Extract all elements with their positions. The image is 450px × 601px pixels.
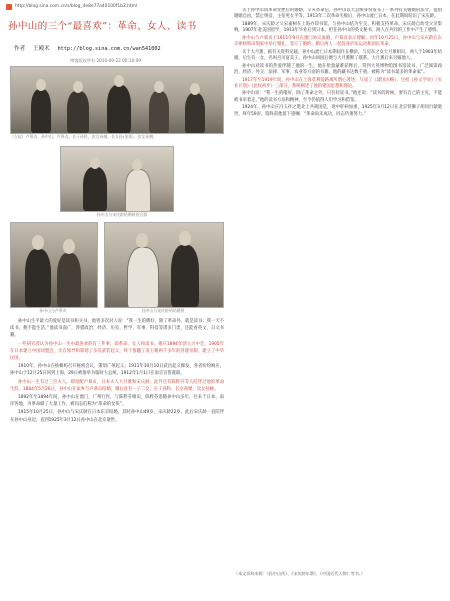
left-paragraph: 1892年至1894年间，孙中山在澳门、广州行医，与陈粹芬相识，陈粹芬追随孙中山多年，往来于日本、南洋各地，为革命做了大量工作，被同志们称为“革命的女侠”。 (10, 395, 224, 408)
right-paragraph: 1924年，孙中山应冯玉祥之邀北上共商国是，途中肝病加重，1925年3月12日在北京铁狮子胡同行辕逝世，终年59岁。临终前他留下遗嘱：“革命尚未成功，同志仍须努力。” (234, 105, 442, 117)
right-paragraph: 关于大月薰，据有关资料记载，孙中山流亡日本期间住在横滨，与房东之女大月薰相识，两人于1903年结婚，后生有一女，名叫宫川富美子。孙中山回国后便与大月薰断了联系，大月薰后来另嫁他人。 (234, 49, 442, 62)
right-paragraph: 1889年，宋庆龄之父宋嘉树在上海办印书馆，与孙中山结为至交，积极支持革命。宋庆龄自幼受父亲影响，1907年赴美国留学，1913年毕业后到日本，担任孙中山的英文秘书，两人在共同的工作中产生了感情。 (234, 21, 442, 34)
right-body-text (234, 8, 442, 596)
right-paragraph: 关于孙中山同革命受挫后的婚姻，辛亥革命后，孙中山以大总统身份发布了一系列有关婚姻的法令，提倡婚姻自由，禁止纳妾，主张男女平等。1913年二次革命失败后，孙中山流亡日本，在此期间结识了宋庆龄。 (234, 8, 442, 20)
sun-lu-photo (10, 222, 98, 308)
left-paragraph: 孙中山一生有过三位夫人，即原配卢慕贞、日本夫人大月薰和宋庆龄；此外还有陈粹芬等人陪伴过他的革命生涯。1884年5月26日，孙中山在家乡与卢慕贞结婚，婚后育有一子二女，长子孙科、长女孙娫、次女孙婉。 (10, 379, 224, 392)
right-paragraph: 孙中山说：“我一生的嗜好，除了革命之外，只有好读书。”他还说：“读书的时候，要有自己的主见，不能被书牵着走。”他的读书方法和精神，至今仍值得人们学习和借鉴。 (234, 91, 442, 103)
url-text[interactable]: http://blog.sina.com.cn/s/blog_4e8e77a40100f1b2.html (15, 4, 138, 9)
blog-link[interactable]: http://blog.sina.com.cn/wan541002 (57, 46, 161, 52)
left-paragraph: 1915年10月25日，孙中山与宋庆龄在日本东京结婚，其时孙中山49岁，宋庆龄22岁。此后宋庆龄一直陪伴在孙中山身边，直到1925年3月12日孙中山在北京逝世。 (10, 410, 224, 423)
sun-lu-caption: 孙中山与卢慕贞 (39, 308, 67, 313)
footnote: （本文资料来源：《孙中山传》、《宋庆龄年谱》、《中国近代人物》等书。） (234, 571, 365, 576)
author-label: 作者 (14, 46, 26, 52)
left-paragraph: 孙中山生平最大的爱好是读书和买书，他曾多次对人说：“我一生的嗜好，除了革命外，就是读书；我一天不读书，便不能生活。”他读书面广，涉猎政治、经济、历史、哲学、军事、科技等诸多门类，还能看英文、日文书籍。 (10, 319, 224, 339)
sun-soong-caption: 孙中山与宋庆龄的结婚照 (141, 308, 185, 313)
wedding-group-photo (60, 146, 174, 212)
url-bar[interactable] (6, 2, 226, 11)
family-photo (10, 66, 224, 134)
left-body-text (10, 318, 224, 596)
author-name: 王殿术 (32, 46, 50, 52)
right-paragraph: 1917年至1919年间，孙中山在上海莫利爱路寓所潜心著述，写成了《建国方略》，包括《孙文学说》《实业计划》《民权初步》三部分，系统阐述了他的建国思想和理论。 (234, 77, 442, 89)
article-title: 孙中山的三个“最喜欢”：革命、女人、读书 (8, 21, 197, 32)
left-paragraph: 1910年，孙中山在槟榔屿召开秘密会议，策划广州起义；1911年10月10日武昌起义爆发，各省纷纷响应，孙中山于12月25日回到上海，29日被推举为临时大总统，1912年1月1日在南京宣誓就职。 (10, 364, 224, 377)
right-paragraph: 孙中山对读书的热爱伴随了他的一生。他在伦敦蒙难获释后，常到大英博物馆图书馆读书，广泛阅读政治、经济、外交、法律、军事、农业等方面的书籍。他的藏书达数千册，被称为“读书最多的革命家”。 (234, 63, 442, 76)
sun-soong-photo (104, 222, 224, 308)
dateline: 博客版权所有 2010-09-22 00:10:09 (70, 58, 141, 63)
left-paragraph: 一些研究者认为孙中山一生中最喜欢的有三件事，即革命、女人和读书。他在1894年创立兴中会，1905年在日本建立中国同盟会，亲自领导和策划了多次武装起义，终于推翻了清王朝两千多年的封建帝制，建立了中华民国。 (10, 341, 224, 362)
sina-blog-icon (6, 4, 12, 10)
author-line (14, 44, 224, 52)
right-paragraph: 孙中山与卢慕贞于1915年9月在澳门协议离婚，卢慕贞表示理解。同年10月25日，孙中山与宋庆龄在东京律师和田瑞家中举行婚礼，签订了婚约，婚后两人一起投身护法运动和国民革命。 (234, 35, 442, 48)
family-photo-caption: （左起）卢慕贞、孙中山、卢慕贞、长子孙科、次女孙婉、长女孙(金延)、次女孙婉。 (10, 134, 157, 139)
wedding-group-caption: 孙中山与宋庆龄结婚时的合影 (96, 212, 148, 217)
